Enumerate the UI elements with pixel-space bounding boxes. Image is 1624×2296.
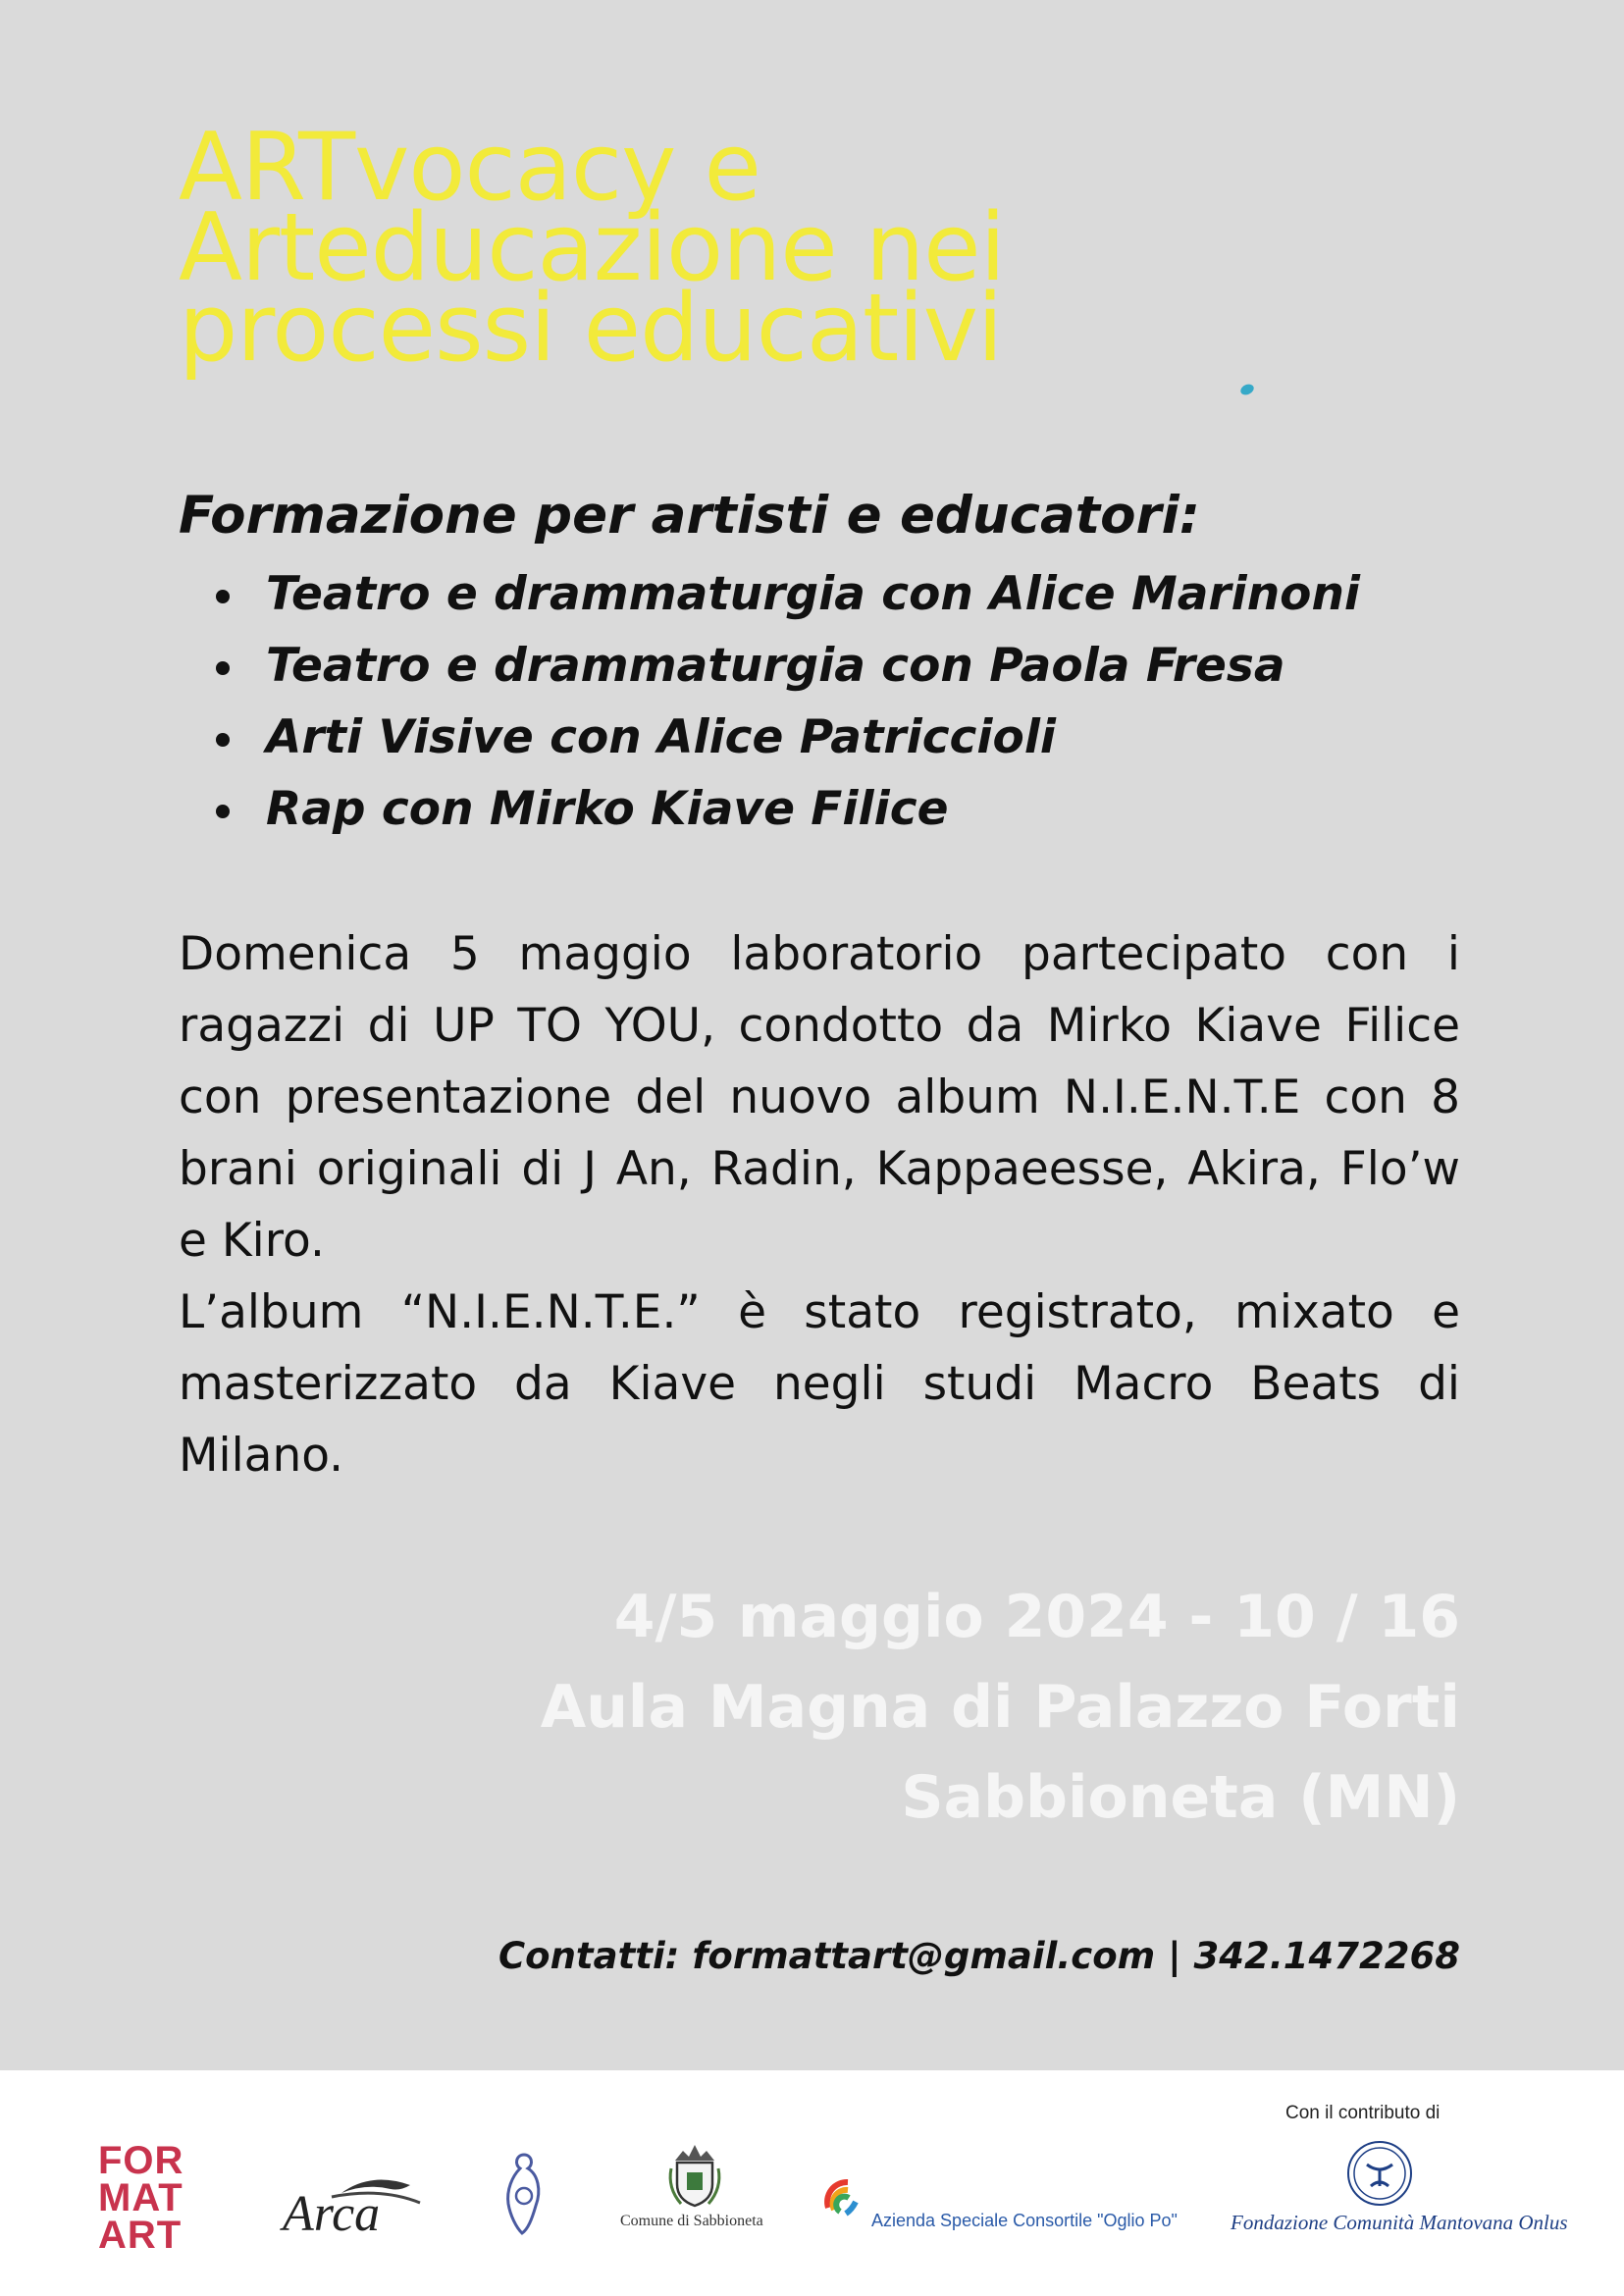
title-line-3: processi educativi bbox=[179, 275, 1003, 383]
description-paragraph-1: Domenica 5 maggio laboratorio partecipato con i ragazzi di UP TO YOU, condotto da Mirko Kiave Filice con presentazione del nuovo album N.I.E.N.T.E con 8 brani originali di J An, Radin, Kappaeesse, Akira, Flo’w e Kiro. bbox=[179, 927, 1460, 1268]
list-item bbox=[211, 707, 1360, 779]
formattart-logo-line-2: MAT bbox=[98, 2176, 183, 2219]
course-label: Teatro e drammaturgia con Paola Fresa bbox=[266, 639, 1285, 693]
arca-logo-text: Arca bbox=[283, 2186, 381, 2242]
contacts-line: Contatti: formattart@gmail.com | 342.1472268 bbox=[498, 1935, 1460, 1977]
bullet-icon bbox=[216, 590, 230, 603]
bullet-icon bbox=[216, 733, 230, 747]
mother-child-icon bbox=[502, 2149, 546, 2237]
title-line-2: Arteducazione nei bbox=[179, 194, 1005, 302]
bullet-icon bbox=[216, 805, 230, 818]
arca-logo bbox=[273, 2154, 440, 2242]
formattart-logo-line-1: FOR bbox=[98, 2139, 184, 2182]
formattart-logo-line-3: ART bbox=[98, 2214, 183, 2257]
description bbox=[179, 918, 1460, 1491]
oglio-po-label: Azienda Speciale Consortile "Oglio Po" bbox=[871, 2211, 1178, 2230]
bullet-icon bbox=[216, 661, 230, 675]
course-label: Teatro e drammaturgia con Alice Marinoni bbox=[266, 567, 1361, 621]
description-paragraph-2: L’album “N.I.E.N.T.E.” è stato registrato, mixato e masterizzato da Kiave negli studi Macro Beats di Milano. bbox=[179, 1285, 1460, 1483]
course-label: Arti Visive con Alice Patriccioli bbox=[266, 710, 1057, 764]
list-item bbox=[211, 779, 1360, 851]
course-label: Rap con Mirko Kiave Filice bbox=[266, 782, 949, 836]
event-venue: Aula Magna di Palazzo Forti bbox=[540, 1673, 1460, 1742]
fondazione-emblem-icon bbox=[1345, 2139, 1414, 2208]
comune-crest-icon bbox=[665, 2139, 724, 2210]
fondazione-label: Fondazione Comunità Mantovana Onlus bbox=[1231, 2211, 1568, 2234]
event-city: Sabbioneta (MN) bbox=[901, 1763, 1460, 1832]
list-item bbox=[211, 564, 1360, 636]
event-date: 4/5 maggio 2024 - 10 / 16 bbox=[613, 1583, 1460, 1651]
poster-title bbox=[179, 114, 1160, 383]
course-list bbox=[211, 564, 1360, 851]
courses-heading: Formazione per artisti e educatori: bbox=[179, 486, 1201, 546]
decorative-dot bbox=[1239, 383, 1256, 397]
comune-label: Comune di Sabbioneta bbox=[620, 2213, 763, 2229]
event-info bbox=[541, 1572, 1460, 1843]
title-line-1: ARTvocacy e bbox=[179, 114, 761, 222]
list-item bbox=[211, 636, 1360, 707]
contribution-label: Con il contributo di bbox=[1285, 2103, 1441, 2123]
formattart-logo bbox=[98, 2139, 216, 2257]
oglio-po-icon bbox=[820, 2168, 869, 2223]
